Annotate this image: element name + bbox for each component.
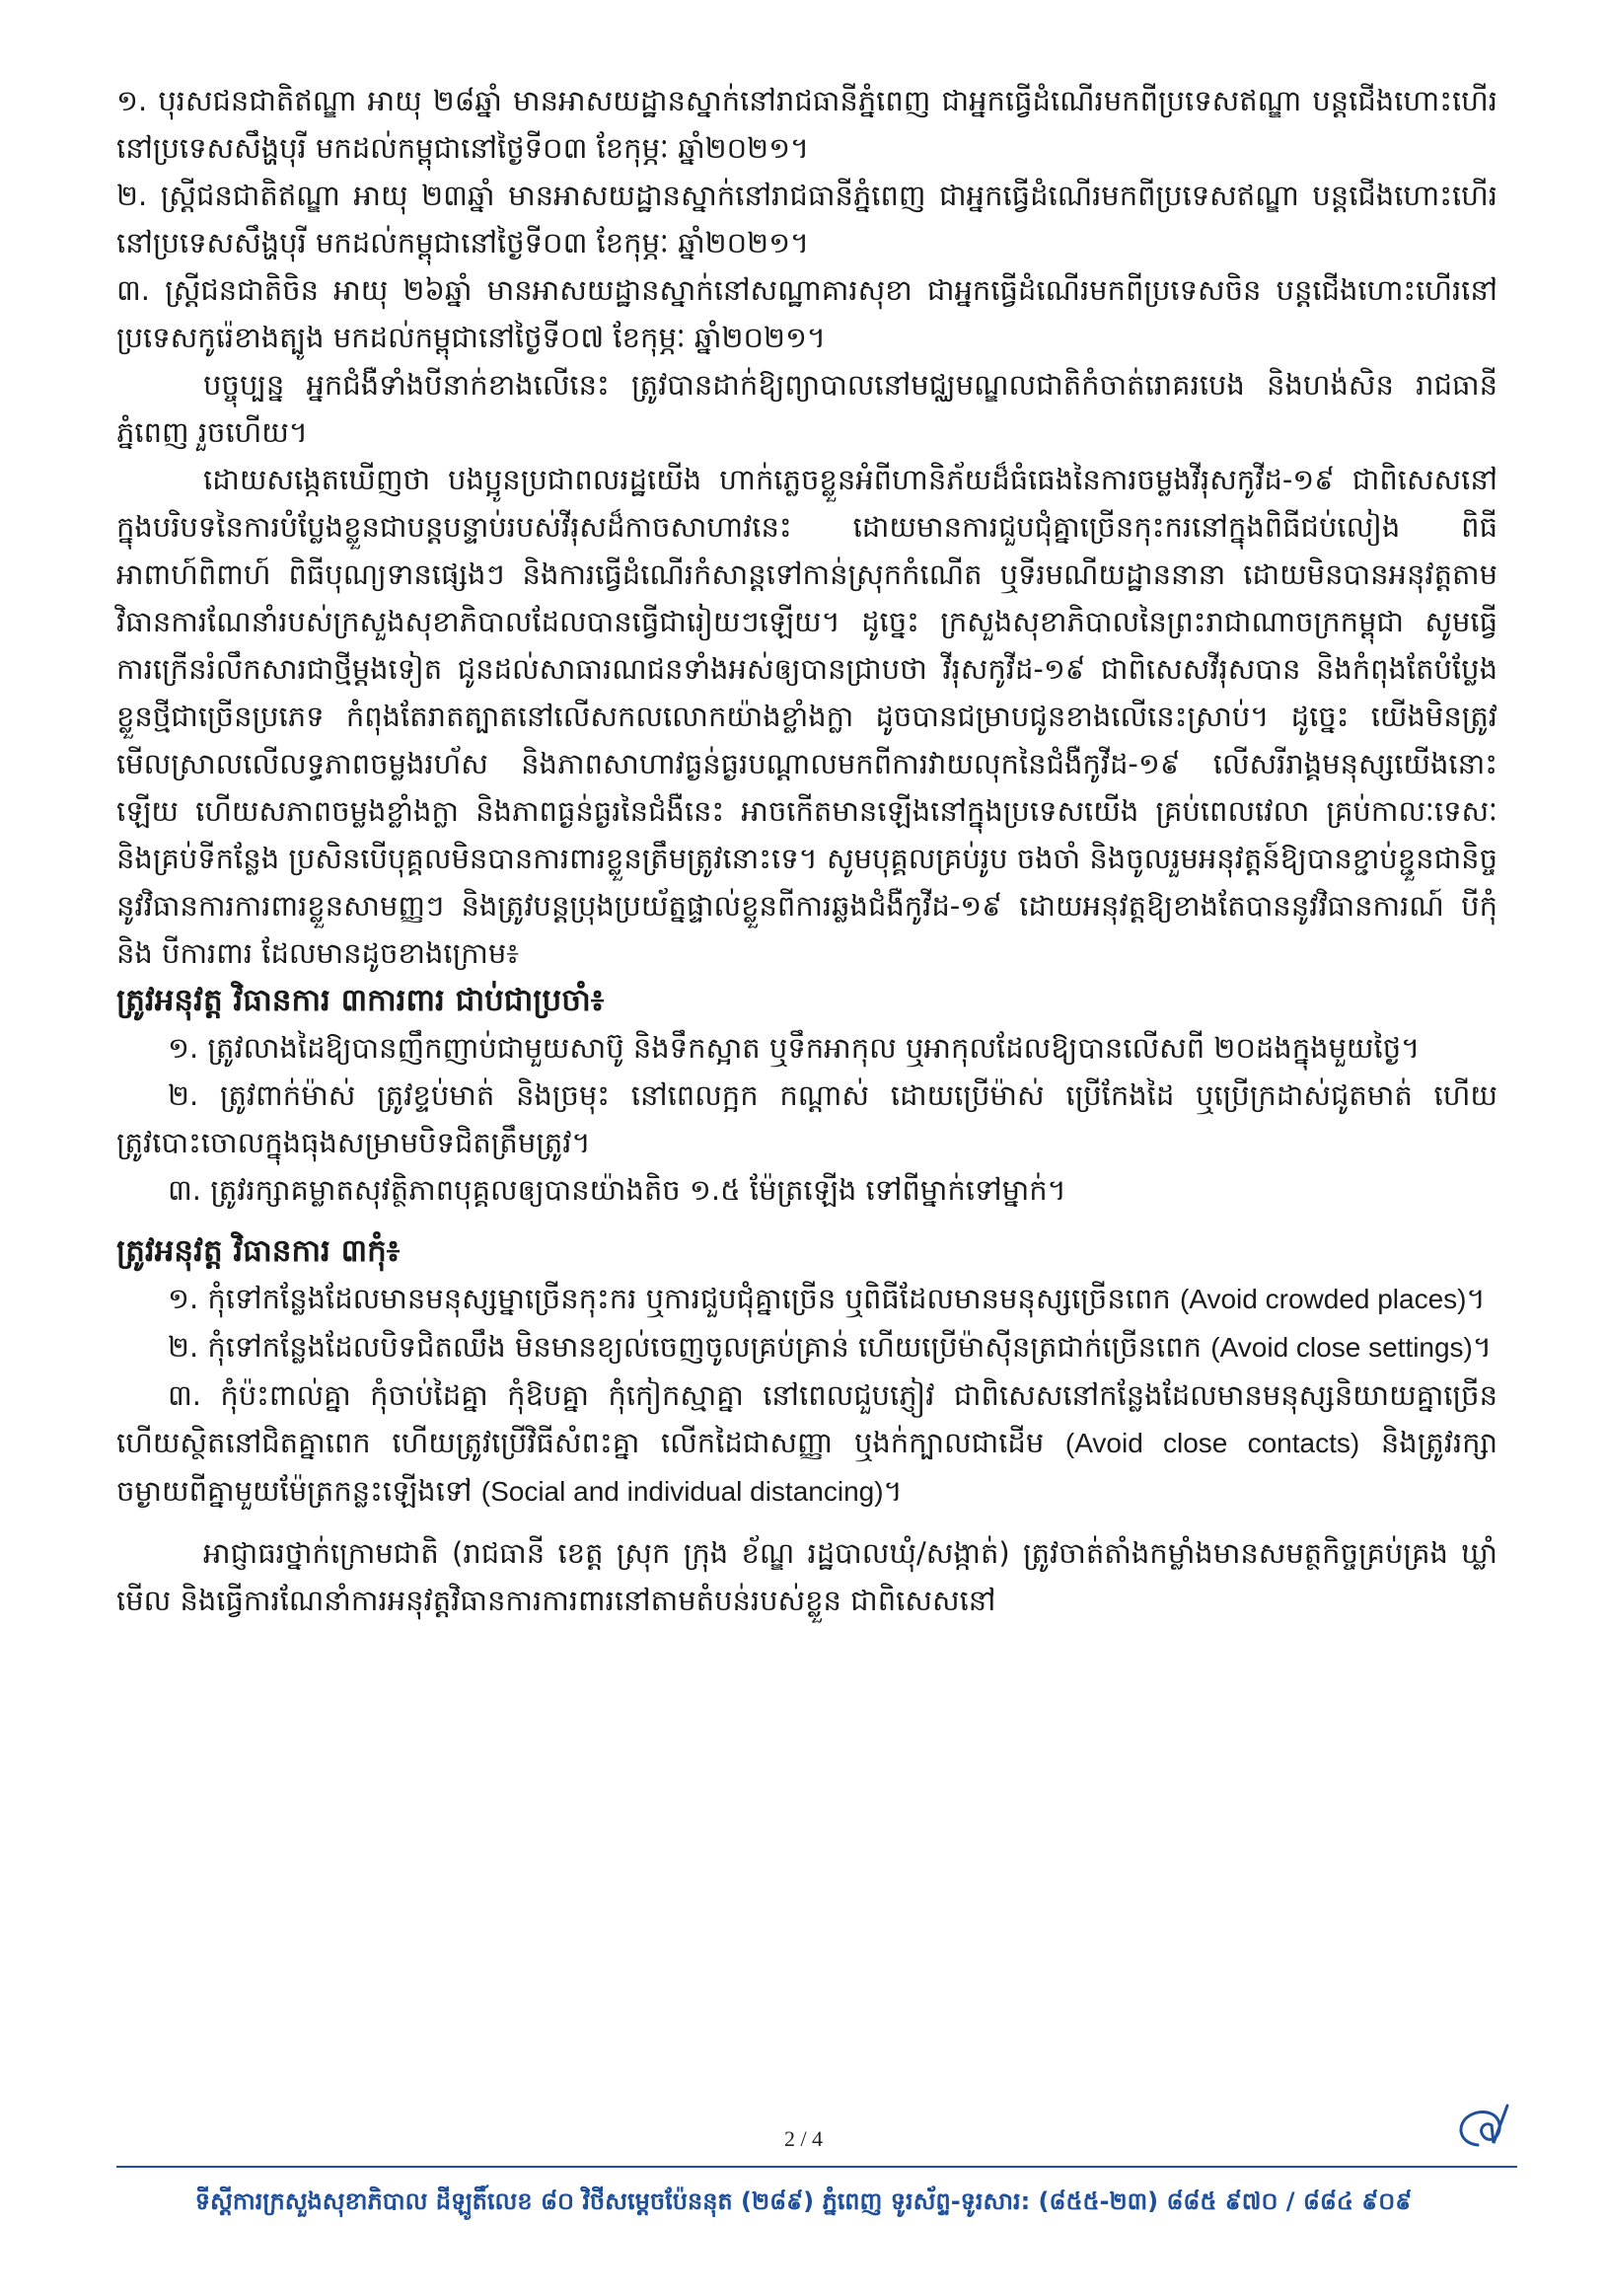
dont-item: ២. កុំទៅកន្លែងដែលបិទជិតឈឹង មិនមានខ្យល់ចេញចូលគ្រប់គ្រាន់ ហើយប្រើម៉ាស៊ីនត្រជាក់ច្រើនពេក (Avoid close settings)។ (168, 1330, 1493, 1364)
protection-item: ៣. ត្រូវរក្សាគម្លាតសុវត្ថិភាពបុគ្គលឲ្យបានយ៉ាងតិច ១.៥ ម៉ែត្រឡើង ទៅពីម្នាក់ទៅម្នាក់។ (168, 1173, 1066, 1207)
dont-item-english: (Social and individual distancing) (480, 1476, 884, 1507)
case-item: ២. ស្ត្រីជនជាតិឥណ្ឌា អាយុ ២៣ឆ្នាំ មានអាសយដ្ឋានស្នាក់នៅរាជធានីភ្នំពេញ ជាអ្នកធ្វើដំណើរមកពីប្រទេសឥណ្ឌា បន្តជើងហោះហើរនៅប្រទេសសឹង្ហបុរី មកដល់កម្ពុជានៅថ្ងៃទី០៣ ខែកុម្ភៈ ឆ្នាំ២០២១។ (116, 179, 1497, 259)
dont-item-english: (Avoid close settings) (1210, 1332, 1473, 1363)
section-heading-three-donts: ត្រូវអនុវត្ត វិធានការ ៣កុំ៖ (116, 1233, 401, 1269)
treatment-paragraph: បច្ចុប្បន្ន អ្នកជំងឺទាំងបីនាក់ខាងលើនេះ ត្រូវបានដាក់ឱ្យព្យាបាលនៅមជ្ឈមណ្ឌលជាតិកំចាត់រោគរបេង និងហង់សិន រាជធានីភ្នំពេញ រួចហើយ។ (116, 368, 1497, 449)
footer-address: ទីស្តីការក្រសួងសុខាភិបាល ដីឡូតិ៍លេខ ៨០ វិថីសម្តេចប៉ែននុត (២៨៩) ភ្នំពេញ ទូរស័ព្ទ-ទូរសារ: (៨៥៥-២៣) ៨៨៥ ៩៧០ / ៨៨៤ ៩០៩ (194, 2187, 1413, 2215)
case-item: ៣. ស្ត្រីជនជាតិចិន អាយុ ២៦ឆ្នាំ មានអាសយដ្ឋានស្នាក់នៅសណ្ឋាគារសុខា ជាអ្នកធ្វើដំណើរមកពីប្រទេសចិន បន្តជើងហោះហើរនៅប្រទេសកូរ៉េខាងត្បូង មកដល់កម្ពុជានៅថ្ងៃទី០៧ ខែកុម្ភៈ ឆ្នាំ២០២១។ (116, 273, 1497, 354)
protection-item: ២. ត្រូវពាក់ម៉ាស់ ត្រូវខ្ទប់មាត់ និងច្រមុះ នៅពេលក្អក កណ្តាស់ ដោយប្រើម៉ាស់ ប្រើកែងដៃ ឬប្រើក្រដាស់ជូតមាត់ ហើយត្រូវបោះចោលក្នុងធុងសម្រាមបិទជិតត្រឹមត្រូវ។ (116, 1078, 1497, 1159)
footer-divider (116, 2166, 1517, 2168)
dont-item-english: (Avoid crowded places) (1179, 1284, 1467, 1314)
dont-item-text: ១. កុំទៅកន្លែងដែលមានមនុស្សម្នាច្រើនកុះករ ឬការជួបជុំគ្នាច្រើន ឬពិធីដែលមានមនុស្សច្រើនពេក (168, 1282, 1171, 1315)
document-body (116, 77, 1497, 1624)
dont-item-english: (Avoid close contacts) (1064, 1428, 1360, 1458)
advisory-paragraph: ដោយសង្កេតឃើញថា បងប្អូនប្រជាពលរដ្ឋយើង ហាក់ភ្លេចខ្លួនអំពីហានិភ័យដ៏ធំធេងនៃការចម្លងវីរុសកូវីដ-១៩ ជាពិសេសនៅក្នុងបរិបទនៃការបំប្លែងខ្លួនជាបន្តបន្ទាប់របស់វីរុសដ៏កាចសាហាវនេះ ដោយមានការជួបជុំគ្នាច្រើនកុះករនៅក្នុងពិធីជប់លៀង ពិធីអាពាហ៍ពិពាហ៍ ពិធីបុណ្យទានផ្សេងៗ និងការធ្វើដំណើរកំសាន្តទៅកាន់ស្រុកកំណើត ឬទីរមណីយដ្ឋាននានា ដោយមិនបានអនុវត្តតាមវិធានការណែនាំរបស់ក្រសួងសុខាភិបាលដែលបានធ្វើជារៀយៗឡើយ។ ដូច្នេះ ក្រសួងសុខាភិបាលនៃព្រះរាជាណាចក្រកម្ពុជា សូមធ្វើការក្រើនរំលឹកសារជាថ្មីម្តងទៀត ជូនដល់សាធារណជនទាំងអស់ឲ្យបានជ្រាបថា វីរុសកូវីដ-១៩ ជាពិសេសវីរុសបាន និងកំពុងតែបំប្លែងខ្លួនថ្មីជាច្រើនប្រភេទ កំពុងតែរាតត្បាតនៅលើសកលលោកយ៉ាងខ្លាំងក្លា ដូចបានជម្រាបជូនខាងលើនេះស្រាប់។ ដូច្នេះ យើងមិនត្រូវមើលស្រាលលើលទ្ធភាពចម្លងរហ័ស និងភាពសាហាវធ្ងន់ធ្ងរបណ្តាលមកពីការវាយលុកនៃជំងឺកូវីដ-១៩ លើសរីរាង្គមនុស្សយើងនោះឡើយ ហើយសភាពចម្លងខ្លាំងក្លា និងភាពធ្ងន់ធ្ងរនៃជំងឺនេះ អាចកើតមានឡើងនៅក្នុងប្រទេសយើង គ្រប់ពេលវេលា គ្រប់កាលៈទេសៈ និងគ្រប់ទីកន្លែង ប្រសិនបើបុគ្គលមិនបានការពារខ្លួនត្រឹមត្រូវនោះទេ។ សូមបុគ្គលគ្រប់រូប ចងចាំ និងចូលរួមអនុវត្តន៍ឱ្យបានខ្ជាប់ខ្ជួនជានិច្ច នូវវិធានការការពារខ្លួនសាមញ្ញៗ និងត្រូវបន្តប្រុងប្រយ័ត្នផ្ទាល់ខ្លួនពីការឆ្លងជំងឺកូវីដ-១៩ ដោយអនុវត្តឱ្យខាងតែបាននូវវិធានការណ៍ បីកុំ និង បីការពារ ដែលមានដូចខាងក្រោម៖ (116, 463, 1497, 970)
dont-item-text: ៣. កុំប៉ះពាល់គ្នា កុំចាប់ដៃគ្នា កុំឱបគ្នា កុំកៀកស្មាគ្នា នៅពេលជួបភ្ញៀវ ជាពិសេសនៅកន្លែងដែលមានមនុស្សនិយាយគ្នាច្រើន ហើយស្ថិតនៅជិតគ្នាពេក ហើយត្រូវប្រើវិធីសំពះគ្នា លើកដៃជាសញ្ញា ឬងក់ក្បាលជាដើម (116, 1378, 1497, 1459)
protection-item: ១. ត្រូវលាងដៃឱ្យបានញឹកញាប់ជាមួយសាប៊ូ និងទឹកស្អាត ឬទឹកអាកុល ឬអាកុលដែលឱ្យបានលើសពី ២០ដងក្នុងមួយថ្ងៃ។ (168, 1031, 1421, 1065)
closing-paragraph: អាជ្ញាធរថ្នាក់ក្រោមជាតិ (រាជធានី ខេត្ត ស្រុក ក្រុង ខ័ណ្ឌ រដ្ឋបាលឃុំ/សង្កាត់) ត្រូវចាត់តាំងកម្លាំងមានសមត្ថកិច្ចគ្រប់គ្រង ឃ្លាំមើល និងធ្វើការណែនាំការអនុវត្តវិធានការការពារនៅតាមតំបន់របស់ខ្លួន ជាពិសេសនៅ (116, 1536, 1497, 1617)
signature-initials-icon (1448, 2100, 1523, 2159)
section-heading-three-protections: ត្រូវអនុវត្ត វិធានការ ៣ការពារ ជាប់ជាប្រចាំ៖ (116, 983, 605, 1018)
dont-item: ១. កុំទៅកន្លែងដែលមានមនុស្សម្នាច្រើនកុះករ ឬការជួបជុំគ្នាច្រើន ឬពិធីដែលមានមនុស្សច្រើនពេក (Avoid crowded places)។ (168, 1282, 1486, 1315)
page-number: 2 / 4 (783, 2126, 824, 2151)
case-item: ១. បុរសជនជាតិឥណ្ឌា អាយុ ២៨ឆ្នាំ មានអាសយដ្ឋានស្នាក់នៅរាជធានីភ្នំពេញ ជាអ្នកធ្វើដំណើរមកពីប្រទេសឥណ្ឌា បន្តជើងហោះហើរនៅប្រទេសសឹង្ហបុរី មកដល់កម្ពុជានៅថ្ងៃទី០៣ ខែកុម្ភៈ ឆ្នាំ២០២១។ (116, 84, 1497, 165)
dont-item-text: និងត្រូវរក្សាចម្ងាយពីគ្នាមួយម៉ែត្រកន្លះឡើងទៅ (116, 1426, 1497, 1508)
dont-item-text: ២. កុំទៅកន្លែងដែលបិទជិតឈឹង មិនមានខ្យល់ចេញចូលគ្រប់គ្រាន់ ហើយប្រើម៉ាស៊ីនត្រជាក់ច្រើនពេក (168, 1330, 1203, 1364)
dont-item: ៣. កុំប៉ះពាល់គ្នា កុំចាប់ដៃគ្នា កុំឱបគ្នា កុំកៀកស្មាគ្នា នៅពេលជួបភ្ញៀវ ជាពិសេសនៅកន្លែងដែលមានមនុស្សនិយាយគ្នាច្រើន ហើយស្ថិតនៅជិតគ្នាពេក ហើយត្រូវប្រើវិធីសំពះគ្នា លើកដៃជាសញ្ញា ឬងក់ក្បាលជាដើម (Avoid close contacts) និងត្រូវរក្សាចម្ងាយពីគ្នាមួយម៉ែត្រកន្លះឡើងទៅ (Social and individual distancing)។ (116, 1378, 1497, 1508)
